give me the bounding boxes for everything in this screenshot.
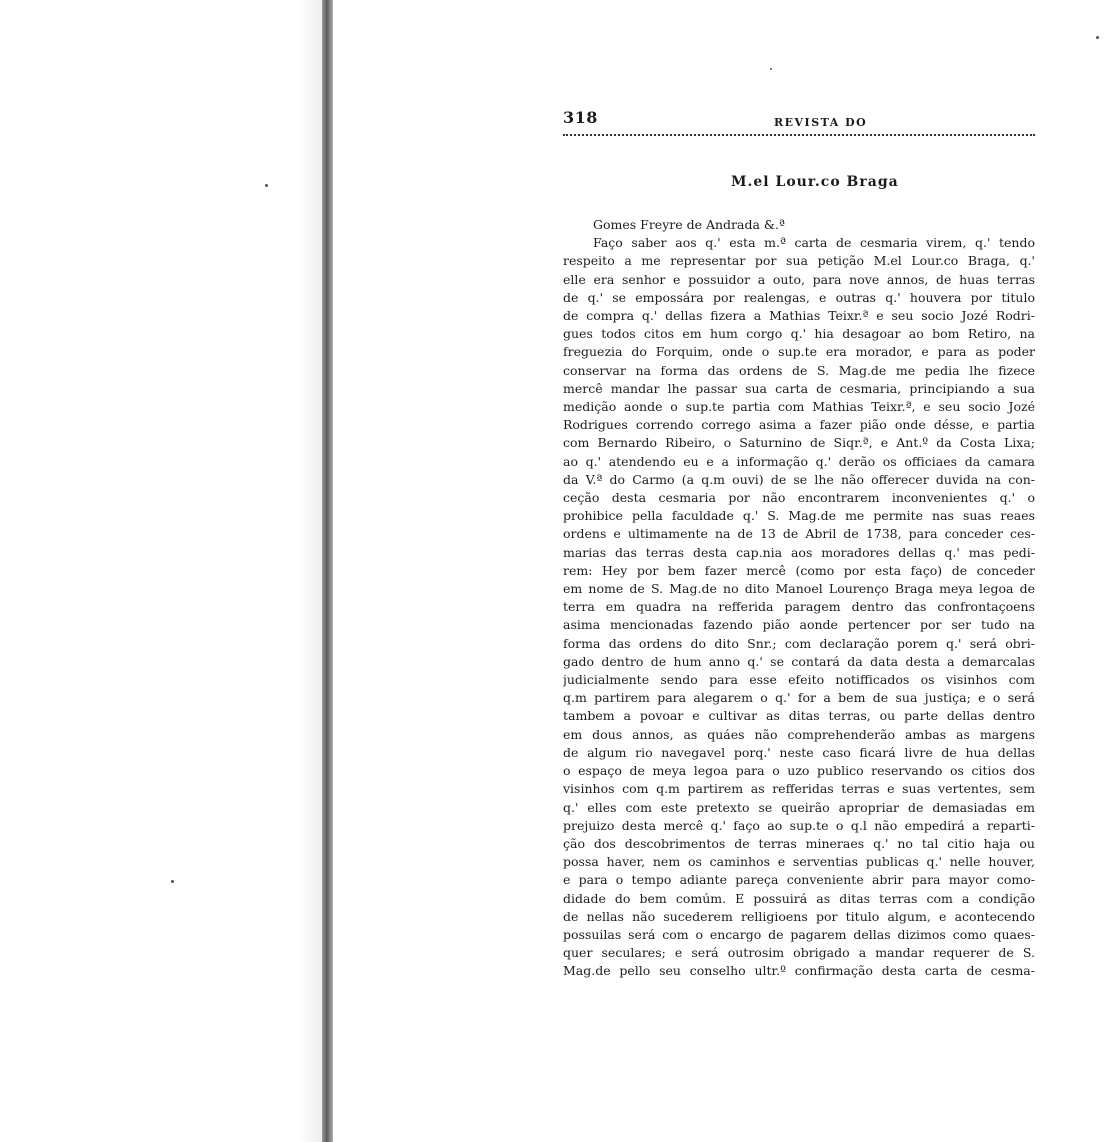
text-line: prohibice pella faculdade q.' S. Mag.de me permite nas suas reaes <box>563 508 1035 524</box>
text-line: quer seculares; e será outrosim obrigado a mandar requerer de S. <box>563 945 1035 961</box>
text-line: em nome de S. Mag.de no dito Manoel Lourenço Braga meya legoa de <box>563 581 1035 597</box>
text-line: rem: Hey por bem fazer mercê (como por esta faço) de conceder <box>563 562 1035 578</box>
text-line: marias das terras desta cap.nia aos moradores dellas q.' mas pedi- <box>563 544 1035 560</box>
text-line: forma das ordens do dito Snr.; com declaração porem q.' será obri- <box>563 635 1035 651</box>
scan-speck <box>1096 36 1099 39</box>
text-line: de nellas não sucederem relligioens por titulo algum, e acontecendo <box>563 908 1035 924</box>
book-page <box>563 100 1035 981</box>
text-line: em dous annos, as quáes não comprehenderão ambas as margens <box>563 726 1035 742</box>
text-line: tambem a povoar e cultivar as ditas terras, ou parte dellas dentro <box>563 708 1035 724</box>
text-line: de compra q.' dellas fizera a Mathias Teixr.ª e seu socio Jozé Rodri- <box>563 308 1035 324</box>
text-line: terra em quadra na refferida paragem dentro das confrontaçoens <box>563 599 1035 615</box>
text-line: didade do bem comúm. E possuirá as ditas terras com a condição <box>563 890 1035 906</box>
text-line: gado dentro de hum anno q.' se contará da data desta a demarcalas <box>563 653 1035 669</box>
text-line: medição aonde o sup.te partia com Mathias Teixr.ª, e seu socio Jozé <box>563 399 1035 415</box>
opening-line: Gomes Freyre de Andrada &.ª <box>593 217 785 232</box>
text-line: o espaço de meya legoa para o uzo publico reservando os citios dos <box>563 763 1035 779</box>
book-binding-shadow <box>322 0 333 1142</box>
header-rule <box>563 134 1035 136</box>
text-line: asima mencionadas fazendo pião aonde pertencer por ser tudo na <box>563 617 1035 633</box>
text-line: ao q.' atendendo eu e a informação q.' derão os officiaes da camara <box>563 453 1035 469</box>
text-line: mercê mandar lhe passar sua carta de cesmaria, principiando a sua <box>563 380 1035 396</box>
text-line: q.' elles com este pretexto se queirão apropriar de demasiadas em <box>563 799 1035 815</box>
text-line: gues todos citos em hum corgo q.' hia desagoar ao bom Retiro, na <box>563 326 1035 342</box>
text-line: q.m partirem para alegarem o q.' for a bem de sua justiça; e o será <box>563 690 1035 706</box>
text-line: ordens e ultimamente na de 13 de Abril de 1738, para conceder ces- <box>563 526 1035 542</box>
scan-speck <box>171 880 174 883</box>
text-line: prejuizo desta mercê q.' faço ao sup.te o q.l não empedirá a reparti- <box>563 817 1035 833</box>
text-line: visinhos com q.m partirem as refferidas terras e suas vertentes, sem <box>563 781 1035 797</box>
text-line: respeito a me representar por sua petição M.el Lour.co Braga, q.' <box>563 253 1035 269</box>
text-line: e para o tempo adiante pareça conveniente abrir para mayor como- <box>563 872 1035 888</box>
scan-speck <box>265 184 268 187</box>
running-head <box>563 100 1035 128</box>
gutter-fade <box>300 0 322 1142</box>
page-number: 318 <box>563 108 598 127</box>
text-line: Faço saber aos q.' esta m.ª carta de cesmaria virem, q.' tendo <box>593 235 1035 251</box>
text-line: com Bernardo Ribeiro, o Saturnino de Siqr.ª, e Ant.º da Costa Lixa; <box>563 435 1035 451</box>
text-line: Rodrigues correndo corrego asima a fazer pião onde désse, e partia <box>563 417 1035 433</box>
text-line: possa haver, nem os caminhos e serventias publicas q.' nelle houver, <box>563 854 1035 870</box>
document-title: M.el Lour.co Braga <box>731 174 899 190</box>
text-line: ceção desta cesmaria por não encontrarem inconvenientes q.' o <box>563 490 1035 506</box>
text-line: elle era senhor e possuidor a outo, para nove annos, de huas terras <box>563 271 1035 287</box>
text-line: ção dos descobrimentos de terras mineraes q.' no tal citio haja ou <box>563 835 1035 851</box>
text-line: da V.ª do Carmo (a q.m ouvi) de se lhe não offerecer duvida na con- <box>563 471 1035 487</box>
text-line: de q.' se empossára por realengas, e outras q.' houvera por titulo <box>563 289 1035 305</box>
scan-speck <box>770 68 772 70</box>
text-line: judicialmente sendo para esse efeito notifficados os visinhos com <box>563 672 1035 688</box>
journal-title: REVISTA DO <box>774 116 868 129</box>
text-line: conservar na forma das ordens de S. Mag.de me pedia lhe fizece <box>563 362 1035 378</box>
text-line: de algum rio navegavel porq.' neste caso ficará livre de hua dellas <box>563 744 1035 760</box>
text-line: freguezia do Forquim, onde o sup.te era morador, e para as poder <box>563 344 1035 360</box>
text-line: Mag.de pello seu conselho ultr.º confirmação desta carta de cesma- <box>563 963 1035 979</box>
document-body <box>563 216 1035 981</box>
text-line: possuilas será com o encargo de pagarem dellas dizimos como quaes- <box>563 926 1035 942</box>
